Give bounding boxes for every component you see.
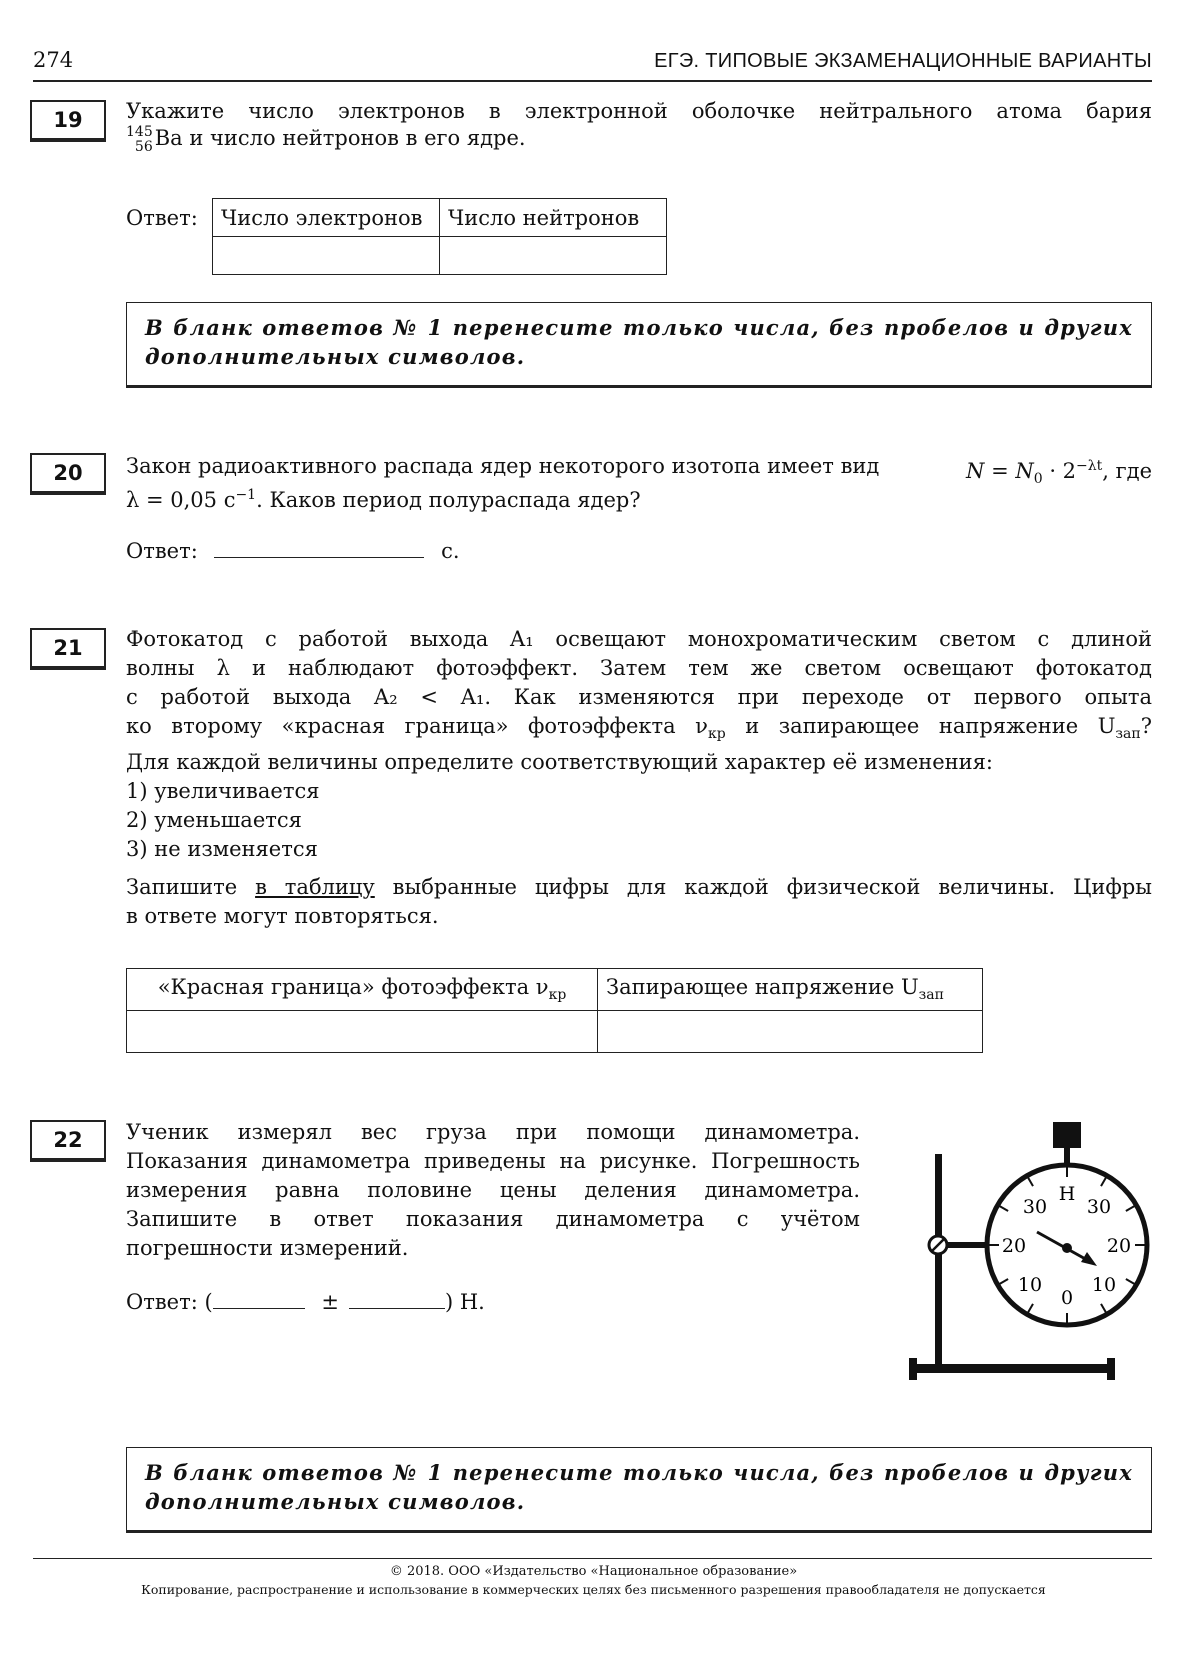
dial-label-left-10: 10 — [1017, 1274, 1043, 1296]
q19-transfer-note — [126, 302, 1152, 386]
q19-header-electrons: Число электронов — [213, 199, 440, 237]
q21-instruction: Для каждой величины определите соответствующий характер её изменения: — [126, 750, 993, 774]
q21-line2: волны λ и наблюдают фотоэффект. Затем тем же светом освещают фотокатод — [126, 656, 1152, 680]
q22-value-field[interactable] — [213, 1286, 305, 1309]
element-symbol: Ba — [154, 126, 183, 150]
q22-error-field[interactable] — [349, 1286, 445, 1309]
footer-copyright: © 2018. ООО «Издательство «Национальное образование» — [389, 1564, 798, 1579]
running-title: ЕГЭ. ТИПОВЫЕ ЭКЗАМЕНАЦИОННЫЕ ВАРИАНТЫ — [654, 50, 1152, 72]
q21-option-2: 2) уменьшается — [126, 808, 302, 832]
dial-label-zero: 0 — [1060, 1287, 1074, 1309]
q22-line2: Показания динамометра приведены на рисунке. Погрешность — [126, 1149, 860, 1173]
q19-header-neutrons: Число нейтронов — [440, 199, 667, 237]
q22-line1: Ученик измерял вес груза при помощи динамометра. — [126, 1120, 860, 1144]
q22-note-line1: В бланк ответов № 1 перенесите только числа, без пробелов и других — [145, 1460, 1133, 1485]
question-number-19: 19 — [30, 100, 106, 140]
dial-label-right-30: 30 — [1086, 1196, 1112, 1218]
q22-note-line2: дополнительных символов. — [145, 1489, 526, 1514]
dial-label-right-10: 10 — [1091, 1274, 1117, 1296]
q21-stopping-voltage-cell[interactable] — [598, 1011, 983, 1053]
q19-answer-label: Ответ: — [126, 206, 198, 230]
question-number-22: 22 — [30, 1120, 106, 1160]
q21-answer-table — [126, 968, 983, 1053]
q21-table-link: в таблицу — [255, 875, 375, 899]
q22-answer-unit: ) Н. — [444, 1290, 485, 1314]
q20-text-line2: λ = 0,05 $с^{-1}$. Каков период полураспада ядер? — [126, 487, 641, 512]
q21-option-1: 1) увеличивается — [126, 779, 320, 803]
q21-option-3: 3) не изменяется — [126, 837, 318, 861]
q22-transfer-note — [126, 1447, 1152, 1531]
dial-label-left-20: 20 — [1001, 1235, 1027, 1257]
q21-write-line2: в ответе могут повторяться. — [126, 904, 439, 928]
q22-line5: погрешности измерений. — [126, 1236, 409, 1260]
q22-line3: измерения равна половине цены деления динамометра. — [126, 1178, 860, 1202]
dial-label-left-30: 30 — [1022, 1196, 1048, 1218]
q19-note-line2: дополнительных символов. — [145, 344, 526, 369]
question-number-21: 21 — [30, 628, 106, 668]
q19-neutrons-cell[interactable] — [440, 237, 667, 275]
q21-line1: Фотокатод с работой выхода A₁ освещают монохроматическим светом с длиной — [126, 627, 1152, 651]
q20-answer-field[interactable] — [214, 535, 424, 558]
dynamometer-figure — [895, 1118, 1155, 1380]
dial-label-right-20: 20 — [1106, 1235, 1132, 1257]
q19-electrons-cell[interactable] — [213, 237, 440, 275]
q21-write-line1: Запишите в таблицу выбранные цифры для каждой физической величины. Цифры — [126, 875, 1152, 899]
q21-red-limit-cell[interactable] — [127, 1011, 598, 1053]
q22-answer-label: Ответ: ( — [126, 1290, 213, 1314]
q20-answer-label: Ответ: — [126, 539, 198, 563]
q22-plus-minus: ± — [321, 1290, 339, 1314]
q20-answer-row — [126, 535, 460, 566]
footer-rule — [33, 1558, 1152, 1559]
q19-answer-table — [212, 198, 667, 275]
decay-formula: $N = N_0 \cdot 2^{-\lambda t}$, где — [966, 458, 1152, 488]
q22-body — [126, 1118, 860, 1263]
q21-line3: с работой выхода A₂ < A₁. Как изменяются при переходе от первого опыта — [126, 685, 1152, 709]
q19-text-line1: Укажите число электронов в электронной оболочке нейтрального атома бария — [126, 99, 1152, 123]
q22-line4: Запишите в ответ показания динамометра с учётом — [126, 1207, 860, 1231]
footer-notice: Копирование, распространение и использование в коммерческих целях без письменного разрешения правообладателя не допускается — [141, 1582, 1046, 1597]
q19-note-line1: В бланк ответов № 1 перенесите только числа, без пробелов и других — [145, 315, 1133, 340]
q21-header-red-limit: «Красная граница» фотоэффекта $\nu_{кр}$ — [127, 969, 598, 1011]
q21-body — [126, 625, 1152, 931]
question-number-20: 20 — [30, 453, 106, 493]
q21-header-stopping-voltage: Запирающее напряжение $U_{зап}$ — [598, 969, 983, 1011]
q20-text-start: Закон радиоактивного распада ядер некоторого изотопа имеет вид — [126, 454, 880, 478]
isotope-notation: 145 56 — [126, 123, 153, 155]
q19-text-line2 — [126, 124, 526, 155]
q22-answer-row — [126, 1286, 485, 1317]
q20-unit: с. — [441, 539, 460, 563]
q21-line4: ко второму «красная граница» фотоэффекта $\nu_{кр}$ и запирающее напряжение $U_{зап}$? — [126, 714, 1152, 743]
dynamometer — [987, 1122, 1147, 1325]
page-number: 274 — [33, 48, 74, 72]
dial-unit: Н — [1058, 1183, 1076, 1205]
header-rule — [33, 80, 1152, 82]
q19-text-tail: и число нейтронов в его ядре. — [182, 126, 526, 150]
